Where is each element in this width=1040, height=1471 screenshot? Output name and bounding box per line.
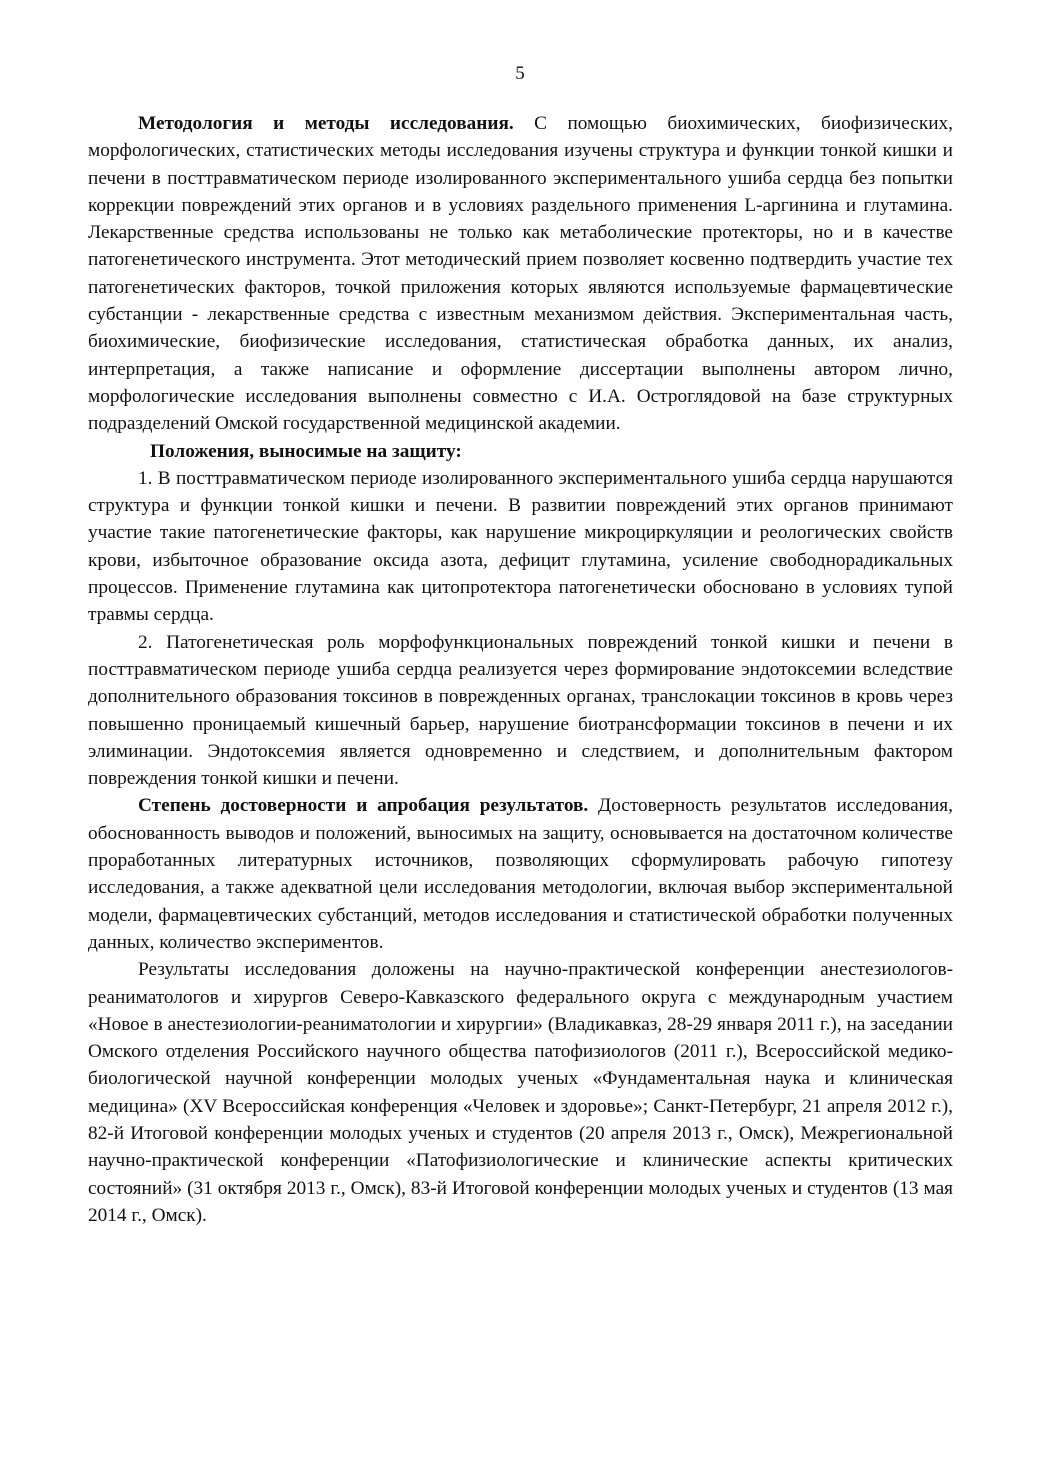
heading-methodology: Методология и методы исследования. bbox=[138, 113, 514, 134]
paragraph-methodology bbox=[88, 110, 953, 438]
heading-theses bbox=[88, 438, 953, 465]
page-number: 5 bbox=[515, 63, 525, 84]
paragraph-reliability bbox=[88, 792, 953, 956]
document-body bbox=[88, 110, 953, 1229]
thesis-item-1: 1. В посттравматическом периоде изолированного экспериментального ушиба сердца нарушаются структура и функции тонкой кишки и печени. В развитии повреждений этих органов принимают участие такие патогенетические факторы, как нарушение микроциркуляции и реологических свойств крови, избыточное образование оксида азота, дефицит глутамина, усиление свободнорадикальных процессов. Применение глутамина как цитопротектора патогенетически обосновано в условиях тупой травмы сердца. bbox=[88, 467, 953, 626]
text-methodology: С помощью биохимических, биофизических, морфологических, статистических методы исследования изучены структура и функции тонкой кишки и печени в посттравматическом периоде изолированного экспериментального ушиба сердца без попытки коррекции повреждений этих органов и в условиях раздельного применения L-аргинина и глутамина. Лекарственные средства использованы не только как метаболические протекторы, но и в качестве патогенетического инструмента. Этот методический прием позволяет косвенно подтвердить участие тех патогенетических факторов, точкой приложения которых являются используемые фармацевтические субстанции - лекарственные средства с известным механизмом действия. Экспериментальная часть, биохимические, биофизические исследования, статистическая обработка данных, их анализ, интерпретация, а также написание и оформление диссертации выполнены автором лично, морфологические исследования выполнены совместно с И.А. Остроглядовой на базе структурных подразделений Омской государственной медицинской академии. bbox=[88, 113, 953, 435]
paragraph-results: Результаты исследования доложены на научно-практической конференции анестезиологов-реаниматологов и хирургов Северо-Кавказского федерального округа с международным участием «Новое в анестезиологии-реаниматологии и хирургии» (Владикавказ, 28-29 января 2011 г.), на заседании Омского отделения Российского научного общества патофизиологов (2011 г.), Всероссийской медико-биологической научной конференции молодых ученых «Фундаментальная наука и клиническая медицина» (XV Всероссийская конференция «Человек и здоровье»; Санкт-Петербург, 21 апреля 2012 г.), 82-й Итоговой конференции молодых ученых и студентов (20 апреля 2013 г., Омск), Межрегиональной научно-практической конференции «Патофизиологические и клинические аспекты критических состояний» (31 октября 2013 г., Омск), 83-й Итоговой конференции молодых ученых и студентов (13 мая 2014 г., Омск). bbox=[88, 959, 953, 1226]
thesis-item-2: 2. Патогенетическая роль морфофункциональных повреждений тонкой кишки и печени в посттравматическом периоде ушиба сердца реализуется через формирование эндотоксемии вследствие дополнительного образования токсинов в поврежденных органах, транслокации токсинов в кровь через повышенно проницаемый кишечный барьер, нарушение биотрансформации токсинов в печени и их элиминации. Эндотоксемия является одновременно и следствием, и дополнительным фактором повреждения тонкой кишки и печени. bbox=[88, 631, 953, 790]
heading-theses-text: Положения, выносимые на защиту: bbox=[150, 440, 462, 462]
heading-reliability: Степень достоверности и апробация результатов. bbox=[138, 795, 589, 817]
text-reliability: Достоверность результатов исследования, обоснованность выводов и положений, выносимых на защиту, основывается на достаточном количестве проработанных литературных источников, позволяющих сформулировать рабочую гипотезу исследования, а также адекватной цели исследования методологии, включая выбор экспериментальной модели, фармацевтических субстанций, методов исследования и статистической обработки полученных данных, количество экспериментов. bbox=[88, 795, 953, 953]
